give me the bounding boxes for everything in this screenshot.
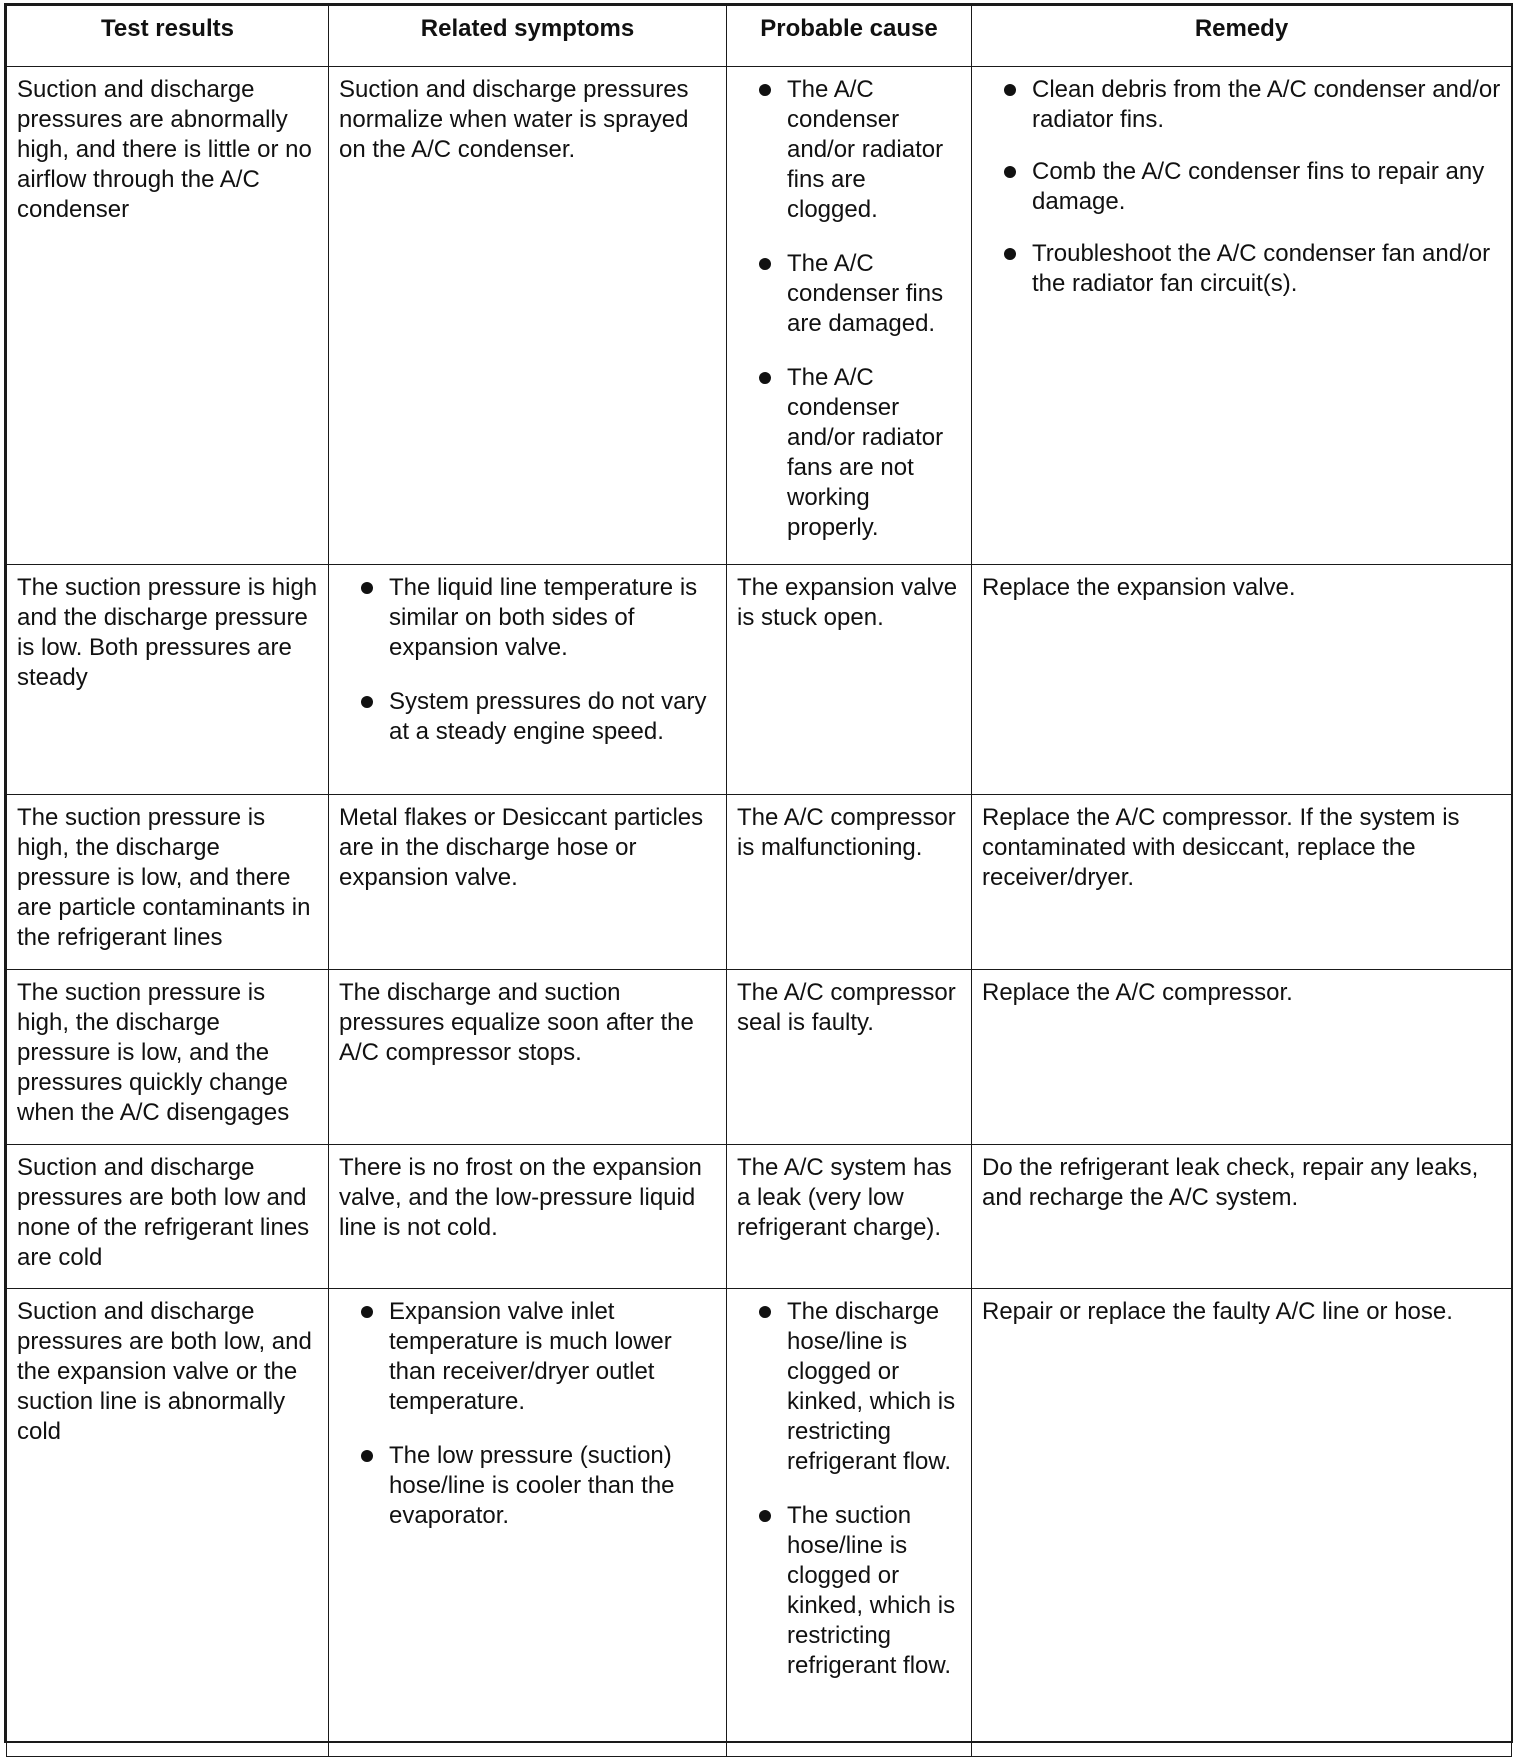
cause-cell: The A/C system has a leak (very low refrigerant charge). (727, 1145, 972, 1289)
table-row (7, 1145, 1512, 1289)
cause-text: The A/C condenser and/or radiator fans are not working properly. (787, 364, 944, 541)
bullet-icon (361, 582, 373, 594)
remedy-cell: Replace the A/C compressor. (972, 970, 1512, 1145)
remedy-text: Troubleshoot the A/C condenser fan and/or the radiator fan circuit(s). (1032, 240, 1491, 297)
symptoms-cell: Metal flakes or Desiccant particles are in the discharge hose or expansion valve. (329, 795, 727, 970)
cause-text: The A/C condenser fins are damaged. (787, 250, 944, 337)
remedy-list (982, 75, 1501, 299)
symptom-text: The liquid line temperature is similar on both sides of expansion valve. (389, 574, 698, 661)
list-item (737, 75, 961, 225)
list-item (982, 75, 1501, 135)
table-row (7, 67, 1512, 565)
test-result-cell: Suction and discharge pressures are both low and none of the refrigerant lines are cold (7, 1145, 329, 1289)
cause-list (737, 1297, 961, 1681)
list-item (339, 1441, 716, 1531)
list-item (339, 687, 716, 747)
symptoms-cell (329, 1289, 727, 1757)
bullet-icon (759, 258, 771, 270)
bullet-icon (759, 1510, 771, 1522)
cause-cell (727, 1289, 972, 1757)
symptom-text: Expansion valve inlet temperature is much lower than receiver/dryer outlet temperature. (389, 1298, 672, 1415)
list-item (339, 1297, 716, 1417)
cause-cell (727, 67, 972, 565)
test-result-cell: The suction pressure is high and the discharge pressure is low. Both pressures are steady (7, 565, 329, 795)
cause-list (737, 75, 961, 543)
header-row (7, 6, 1512, 67)
list-item (737, 1501, 961, 1681)
remedy-cell: Repair or replace the faulty A/C line or hose. (972, 1289, 1512, 1757)
symptom-text: The low pressure (suction) hose/line is cooler than the evaporator. (389, 1442, 675, 1529)
symptoms-list (339, 573, 716, 747)
header-related-symptoms: Related symptoms (329, 6, 727, 67)
bullet-icon (1004, 166, 1016, 178)
symptoms-cell: Suction and discharge pressures normalize when water is sprayed on the A/C condenser. (329, 67, 727, 565)
header-probable-cause: Probable cause (727, 6, 972, 67)
cause-text: The A/C condenser and/or radiator fins are clogged. (787, 76, 944, 223)
symptoms-list (339, 1297, 716, 1531)
table-row (7, 1289, 1512, 1757)
symptoms-cell: The discharge and suction pressures equalize soon after the A/C compressor stops. (329, 970, 727, 1145)
cause-cell: The A/C compressor is malfunctioning. (727, 795, 972, 970)
test-result-cell: The suction pressure is high, the discharge pressure is low, and the pressures quickly change when the A/C disengages (7, 970, 329, 1145)
bullet-icon (759, 1306, 771, 1318)
header-remedy: Remedy (972, 6, 1512, 67)
list-item (982, 239, 1501, 299)
symptom-text: System pressures do not vary at a steady engine speed. (389, 688, 707, 745)
remedy-cell (972, 67, 1512, 565)
remedy-cell: Do the refrigerant leak check, repair any leaks, and recharge the A/C system. (972, 1145, 1512, 1289)
bullet-icon (361, 1450, 373, 1462)
bullet-icon (361, 696, 373, 708)
cause-cell: The A/C compressor seal is faulty. (727, 970, 972, 1145)
remedy-text: Clean debris from the A/C condenser and/or radiator fins. (1032, 76, 1501, 133)
cause-text: The discharge hose/line is clogged or kinked, which is restricting refrigerant flow. (787, 1298, 956, 1475)
list-item (339, 573, 716, 663)
list-item (737, 249, 961, 339)
bullet-icon (1004, 84, 1016, 96)
remedy-cell: Replace the A/C compressor. If the system is contaminated with desiccant, replace the receiver/dryer. (972, 795, 1512, 970)
list-item (737, 363, 961, 543)
remedy-cell: Replace the expansion valve. (972, 565, 1512, 795)
list-item (737, 1297, 961, 1477)
header-test-results: Test results (7, 6, 329, 67)
table-row (7, 565, 1512, 795)
test-result-cell: Suction and discharge pressures are abnormally high, and there is little or no airflow through the A/C condenser (7, 67, 329, 565)
table-row (7, 795, 1512, 970)
bullet-icon (1004, 248, 1016, 260)
list-item (982, 157, 1501, 217)
symptoms-cell: There is no frost on the expansion valve, and the low-pressure liquid line is not cold. (329, 1145, 727, 1289)
cause-cell: The expansion valve is stuck open. (727, 565, 972, 795)
bullet-icon (759, 372, 771, 384)
remedy-text: Comb the A/C condenser fins to repair any damage. (1032, 158, 1485, 215)
bullet-icon (361, 1306, 373, 1318)
table-row (7, 970, 1512, 1145)
test-result-cell: Suction and discharge pressures are both low, and the expansion valve or the suction line is abnormally cold (7, 1289, 329, 1757)
bullet-icon (759, 84, 771, 96)
test-result-cell: The suction pressure is high, the discharge pressure is low, and there are particle contaminants in the refrigerant lines (7, 795, 329, 970)
cause-text: The suction hose/line is clogged or kinked, which is restricting refrigerant flow. (787, 1502, 956, 1679)
troubleshooting-table (6, 5, 1512, 1757)
symptoms-cell (329, 565, 727, 795)
